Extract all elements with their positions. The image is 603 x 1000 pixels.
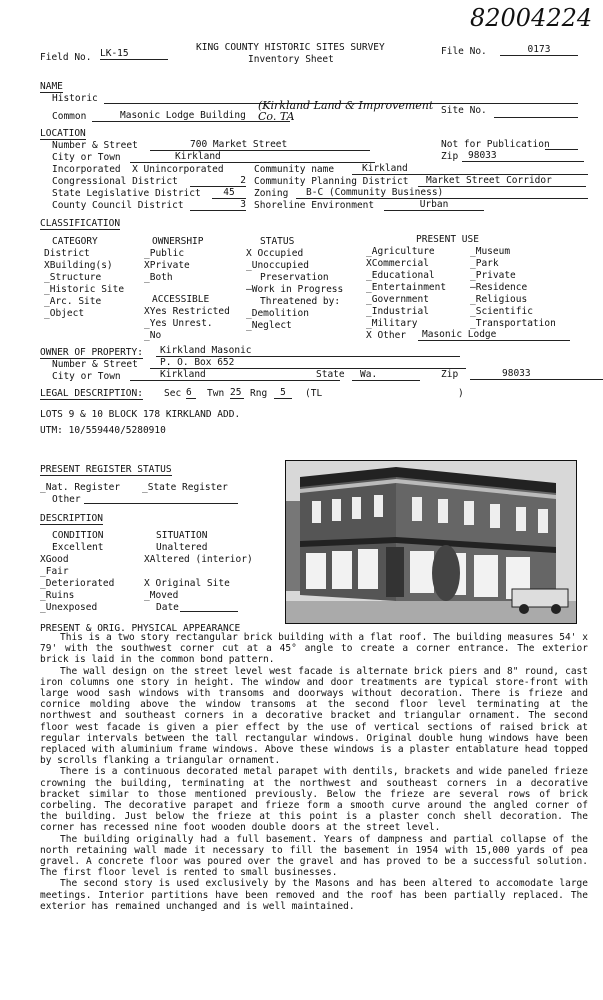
tl-label: (TL bbox=[305, 388, 323, 399]
present-use-item: _Park bbox=[470, 258, 499, 269]
sec-label: Sec bbox=[164, 388, 182, 399]
handwritten-common-note: (Kirkland Land & Improvement Co. TA bbox=[258, 99, 434, 123]
appearance-heading: PRESENT & ORIG. PHYSICAL APPEARANCE bbox=[40, 623, 241, 634]
rng-label: Rng bbox=[250, 388, 268, 399]
shoreline-label: Shoreline Environment bbox=[254, 200, 375, 211]
survey-title: KING COUNTY HISTORIC SITES SURVEY bbox=[196, 42, 385, 53]
survey-subtitle: Inventory Sheet bbox=[248, 54, 334, 65]
location-heading: LOCATION bbox=[40, 128, 86, 139]
status-item: _Neglect bbox=[246, 320, 292, 331]
category-item: _Object bbox=[44, 308, 85, 319]
lots-text: LOTS 9 & 10 BLOCK 178 KIRKLAND ADD. bbox=[40, 409, 241, 420]
legal-heading: LEGAL DESCRIPTION: bbox=[40, 388, 143, 399]
appearance-paragraph: The wall design on the street level west facade is alternate brick piers and 8" round, cast iron columns one story in height. The window and door treatments are typical store-front with large wood sash windows with transoms and doorways without decoration. There is frieze and cornice molding above the window transoms at the second floor level terminating at the northwest and southeast corners in a decorative bracket and triangular ornament. The second floor west facade is given a pier effect by the use of vertical sections of raised brick at regular intervals between the tall rectangular windows. Original double hung windows have been replaced with aluminium frame windows. Above these windows is a plaster entablature head topped by scrolls flanking a triangular ornament. bbox=[40, 665, 588, 767]
condition-item: Excellent bbox=[52, 542, 104, 553]
appearance-paragraph: This is a two story rectangular brick building with a flat roof. The building measures 54' x 79' with the southwest corner cut at a 45° angle to create a corner entrance. The exterior brick is laid in the common bond pattern. bbox=[40, 632, 588, 666]
present-use-item: _Religious bbox=[470, 294, 528, 305]
situation-item: _Moved bbox=[144, 590, 179, 601]
site-no-line bbox=[494, 117, 578, 118]
present-use-item: _Government bbox=[366, 294, 429, 305]
owner-street-value: P. O. Box 652 bbox=[150, 357, 466, 369]
owner-name-value: Kirkland Masonic bbox=[156, 345, 460, 357]
historic-label: Historic bbox=[52, 93, 98, 104]
status-item: _Demolition bbox=[246, 308, 309, 319]
condition-item: _Unexposed bbox=[40, 602, 98, 613]
community-name-label: Community name bbox=[254, 164, 335, 175]
register-other-line bbox=[84, 503, 238, 504]
register-heading: PRESENT REGISTER STATUS bbox=[40, 464, 172, 475]
date-line bbox=[180, 611, 238, 612]
ownership-heading: OWNERSHIP bbox=[152, 236, 204, 247]
owner-zip-value: 98033 bbox=[470, 368, 603, 380]
congressional-value: 2 bbox=[190, 175, 246, 187]
present-use-item: _Private bbox=[470, 270, 516, 281]
zoning-label: Zoning bbox=[254, 188, 289, 199]
condition-item: XGood bbox=[40, 554, 69, 565]
accessible-item: _Yes Unrest. bbox=[144, 318, 213, 329]
status-item: _Unoccupied bbox=[246, 260, 309, 271]
present-use-item: _Agriculture bbox=[366, 246, 435, 257]
situation-item: XAltered (interior) bbox=[144, 554, 253, 565]
site-no-label: Site No. bbox=[441, 105, 487, 116]
present-use-item: _Transportation bbox=[470, 318, 556, 329]
state-register: _State Register bbox=[142, 482, 228, 493]
category-item: _Historic Site bbox=[44, 284, 125, 295]
appearance-text bbox=[40, 632, 588, 912]
owner-state-value: Wa. bbox=[352, 369, 420, 381]
condition-item: _Fair bbox=[40, 566, 69, 577]
owner-zip-label: Zip bbox=[441, 369, 459, 380]
ownership-item: _Both bbox=[144, 272, 173, 283]
classification-heading: CLASSIFICATION bbox=[40, 218, 121, 229]
present-use-item: _Industrial bbox=[366, 306, 429, 317]
city-value: Kirkland bbox=[130, 151, 375, 163]
owner-city-label: City or Town bbox=[52, 371, 121, 382]
situation-heading: SITUATION bbox=[156, 530, 208, 541]
appearance-paragraph: The building originally had a full basement. Years of dampness and partial collapse of the north retaining wall made it necessary to fill the basement in 1954 with 15,000 yards of pea gravel. A concrete floor was poured over the gravel and has proved to be a successful solution. The first floor level is rented to small businesses. bbox=[40, 833, 588, 879]
zip-value: 98033 bbox=[462, 150, 584, 162]
legislative-value: 45 bbox=[212, 187, 246, 199]
appearance-paragraph: The second story is used exclusively by the Masons and has been altered to accomodate large meetings. Interior partitions have been removed and the roof has been partially replaced. The exterior has remained unchanged and is well maintained. bbox=[40, 878, 588, 912]
category-item: _Arc. Site bbox=[44, 296, 102, 307]
status-heading: STATUS bbox=[260, 236, 295, 247]
handwritten-record-number: 82004224 bbox=[470, 4, 593, 32]
common-label: Common bbox=[52, 111, 87, 122]
category-heading: CATEGORY bbox=[52, 236, 98, 247]
owner-state-label: State bbox=[316, 369, 345, 380]
category-item: _Structure bbox=[44, 272, 102, 283]
council-label: County Council District bbox=[52, 200, 184, 211]
present-use-item: _Entertainment bbox=[366, 282, 447, 293]
situation-item: X Original Site bbox=[144, 578, 230, 589]
name-heading: NAME bbox=[40, 81, 63, 92]
accessible-item: _No bbox=[144, 330, 162, 341]
condition-item: _Ruins bbox=[40, 590, 75, 601]
status-item: Threatened by: bbox=[260, 296, 341, 307]
congressional-label: Congressional District bbox=[52, 176, 178, 187]
condition-heading: CONDITION bbox=[52, 530, 104, 541]
ownership-item: _Public bbox=[144, 248, 185, 259]
street-label: Number & Street bbox=[52, 140, 138, 151]
description-heading: DESCRIPTION bbox=[40, 513, 103, 524]
present-use-item: XCommercial bbox=[366, 258, 429, 269]
community-name-value: Kirkland bbox=[352, 163, 588, 175]
owner-city-value: Kirkland bbox=[130, 369, 340, 381]
planning-label: Community Planning District bbox=[254, 176, 409, 187]
field-no-label: Field No. bbox=[40, 52, 92, 63]
status-item: X Occupied bbox=[246, 248, 304, 259]
shoreline-value: Urban bbox=[384, 199, 484, 211]
present-use-other-value: Masonic Lodge bbox=[418, 329, 570, 341]
status-item: —Work in Progress bbox=[246, 284, 344, 295]
owner-street-label: Number & Street bbox=[52, 359, 138, 370]
appearance-paragraph: There is a continuous decorated metal parapet with dentils, brackets and wide paneled frieze crowning the building, terminating at the northwest and southeast corners in a decorative bracket similar to those mentioned previously. Below the frieze are several rows of brick corbeling. The decorative parapet and frieze form a smooth curve around the angled corner of the building. Just below the frieze at this point is a plaster conch shell decoration. The corner has recessed nine foot wooden double doors at the street level. bbox=[40, 766, 588, 834]
planning-value: Market Street Corridor bbox=[418, 175, 586, 187]
accessible-item: XYes Restricted bbox=[144, 306, 230, 317]
present-use-item: _Educational bbox=[366, 270, 435, 281]
tl-close: ) bbox=[458, 388, 464, 399]
accessible-heading: ACCESSIBLE bbox=[152, 294, 210, 305]
condition-item: _Deteriorated bbox=[40, 578, 115, 589]
sec-value: 6 bbox=[186, 387, 196, 399]
situation-item: Date bbox=[156, 602, 179, 613]
field-no-value: LK-15 bbox=[100, 48, 168, 60]
legislative-label: State Legislative District bbox=[52, 188, 201, 199]
rng-value: 5 bbox=[274, 387, 292, 399]
incorporated-options: Incorporated X Unincorporated bbox=[52, 164, 224, 175]
present-use-item: _Military bbox=[366, 318, 418, 329]
category-item: District bbox=[44, 248, 90, 259]
council-value: 3 bbox=[190, 199, 246, 211]
present-use-item: _Museum bbox=[470, 246, 511, 257]
building-photo-svg bbox=[286, 461, 576, 623]
not-for-publication: Not for Publication bbox=[441, 139, 550, 150]
present-use-item: _Scientific bbox=[470, 306, 533, 317]
register-other-label: Other bbox=[52, 494, 81, 505]
owner-heading: OWNER OF PROPERTY: bbox=[40, 347, 143, 358]
present-use-heading: PRESENT USE bbox=[416, 234, 479, 245]
zip-label: Zip bbox=[441, 151, 459, 162]
common-value: Masonic Lodge Building bbox=[92, 110, 290, 122]
utm-text: UTM: 10/559440/5280910 bbox=[40, 425, 166, 436]
nat-register: _Nat. Register bbox=[40, 482, 121, 493]
situation-item: Unaltered bbox=[156, 542, 208, 553]
twn-value: 25 bbox=[230, 387, 244, 399]
street-value: 700 Market Street bbox=[150, 139, 370, 151]
present-use-item: X Other bbox=[366, 330, 407, 341]
city-label: City or Town bbox=[52, 152, 121, 163]
present-use-item: —Residence bbox=[470, 282, 528, 293]
building-photo bbox=[285, 460, 577, 624]
file-no-value: 0173 bbox=[500, 44, 578, 56]
ownership-item: XPrivate bbox=[144, 260, 190, 271]
category-item: XBuilding(s) bbox=[44, 260, 113, 271]
zoning-value: B-C (Community Business) bbox=[296, 187, 588, 199]
twn-label: Twn bbox=[207, 388, 225, 399]
file-no-label: File No. bbox=[441, 46, 487, 57]
status-item: Preservation bbox=[260, 272, 329, 283]
